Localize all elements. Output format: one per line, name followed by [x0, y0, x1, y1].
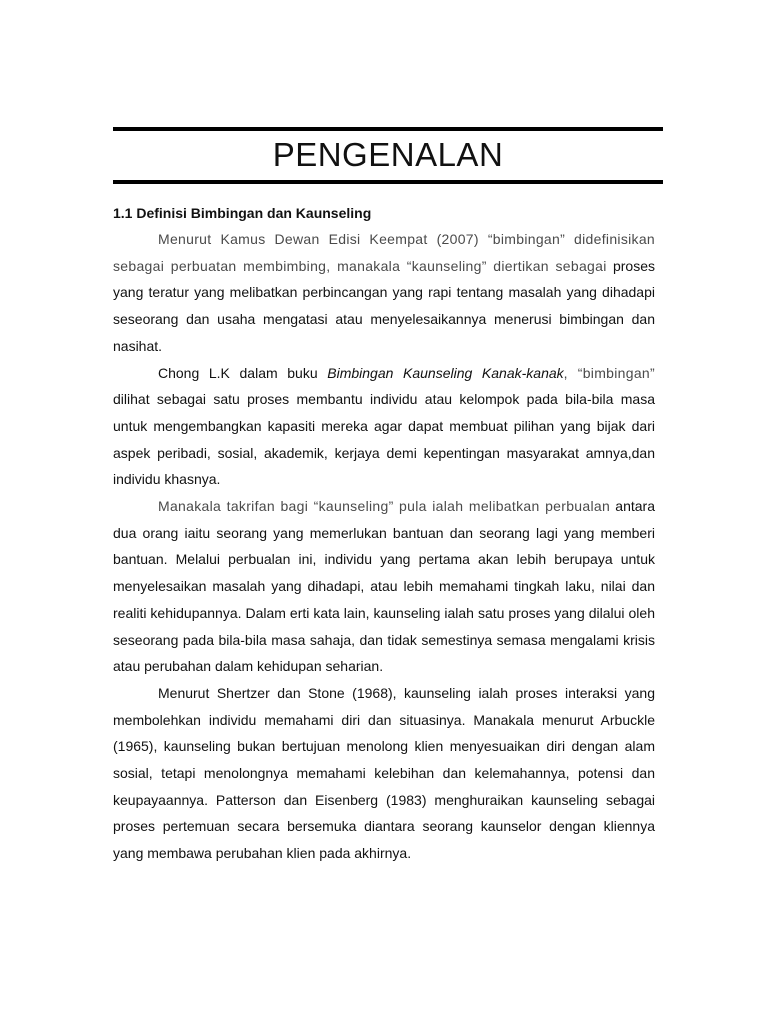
paragraph-3 [113, 493, 655, 680]
paragraph-2-rest: dilihat sebagai satu proses membantu individu atau kelompok pada bila-bila masa untuk mengembangkan kapasiti mereka agar dapat membuat pilihan yang bijak dari aspek peribadi, sosial, akademik, kerjaya demi kepentingan masyarakat amnya,dan individu khasnya. [113, 391, 655, 488]
paragraph-2-quote: , “bimbingan” [563, 364, 655, 381]
title-bottom-rule [113, 180, 663, 184]
book-title: Bimbingan Kaunseling Kanak-kanak [327, 364, 564, 381]
paragraph-4 [113, 680, 655, 867]
paragraph-1-rest: proses yang teratur yang melibatkan perbincangan yang rapi tentang masalah yang dihadapi seseorang dan usaha mengatasi atau menyelesaikannya menerusi bimbingan dan nasihat. [113, 257, 656, 354]
paragraph-2 [113, 360, 655, 494]
paragraph-3-lead: Manakala takrifan bagi “kaunseling” pula ialah melibatkan perbualan [158, 498, 611, 515]
paragraph-3-rest: antara dua orang iaitu seorang yang memerlukan bantuan dan seorang lagi yang memberi bantuan. Melalui perbualan ini, individu yang pertama akan lebih berupaya untuk menyelesaikan masalah yang dihadapi, atau lebih memahami tingkah laku, nilai dan realiti kehidupannya. Dalam erti kata lain, kaunseling ialah satu proses yang dilalui oleh seseorang pada bila-bila masa sahaja, dan tidak semestinya semasa mengalami krisis atau perubahan dalam kehidupan seharian. [113, 498, 655, 675]
body-text [113, 226, 655, 867]
paragraph-1 [113, 226, 655, 360]
paragraph-1-line-2: sebagai perbuatan membimbing, manakala “kaunseling” diertikan sebagai [113, 257, 607, 274]
paragraph-4-text: Menurut Shertzer dan Stone (1968), kaunseling ialah proses interaksi yang membolehkan individu memahami diri dan situasinya. Manakala menurut Arbuckle (1965), kaunseling bukan bertujuan menolong klien menyesuaikan diri dengan alam sosial, tetapi menolongnya memahami kelebihan dan kelemahannya, potensi dan keupayaannya. Patterson dan Eisenberg (1983) menghuraikan kaunseling sebagai proses pertemuan secara bersemuka diantara seorang kaunselor dengan kliennya yang membawa perubahan klien pada akhirnya. [113, 684, 655, 862]
paragraph-1-line-1: Menurut Kamus Dewan Edisi Keempat (2007) “bimbingan” didefinisikan [158, 231, 655, 247]
paragraph-2-lead: Chong L.K dalam buku [158, 364, 328, 381]
page-title: PENGENALAN [272, 136, 504, 173]
section-heading: 1.1 Definisi Bimbingan dan Kaunseling [113, 205, 372, 221]
